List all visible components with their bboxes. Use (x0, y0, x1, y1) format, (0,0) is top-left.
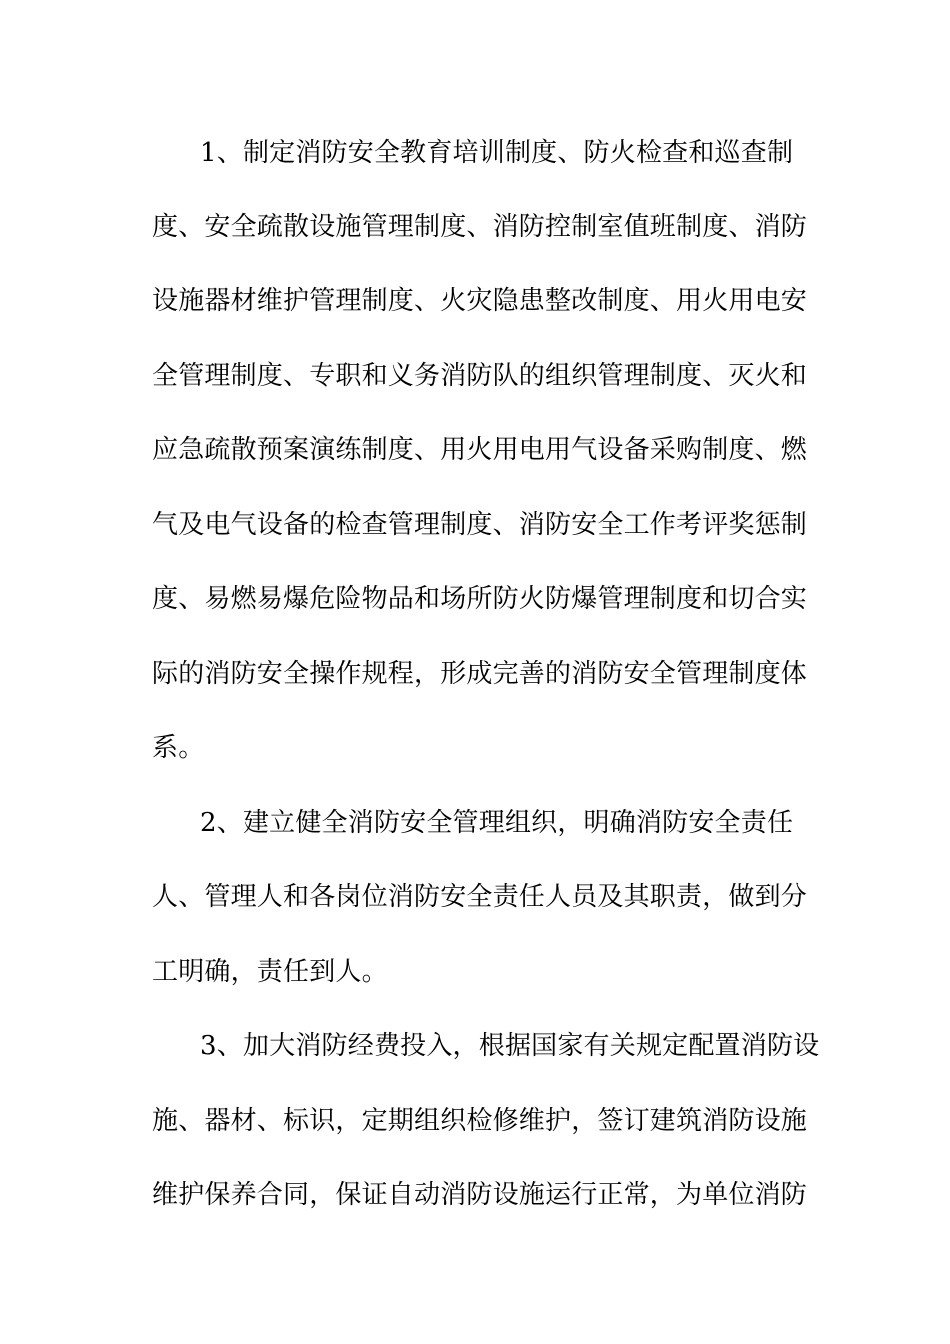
paragraph-1-line-4: 全管理制度、专职和义务消防队的组织管理制度、灭火和 (152, 361, 808, 391)
paragraph-1-line-2: 度、安全疏散设施管理制度、消防控制室值班制度、消防 (152, 212, 808, 242)
paragraph-1-line-6: 气及电气设备的检查管理制度、消防安全工作考评奖惩制 (152, 510, 808, 540)
paragraph-1-line-7: 度、易燃易爆危险物品和场所防火防爆管理制度和切合实 (152, 584, 808, 614)
paragraph-3-line-2: 施、器材、标识，定期组织检修维护，签订建筑消防设施 (152, 1106, 808, 1136)
paragraph-3-line-1: 3、加大消防经费投入，根据国家有关规定配置消防设 (200, 1031, 820, 1061)
paragraph-1-line-8: 际的消防安全操作规程，形成完善的消防安全管理制度体 (152, 659, 808, 689)
paragraph-2-line-1: 2、建立健全消防安全管理组织，明确消防安全责任 (200, 808, 794, 838)
paragraph-1-line-1: 1、制定消防安全教育培训制度、防火检查和巡查制 (200, 138, 794, 168)
paragraph-2-line-2: 人、管理人和各岗位消防安全责任人员及其职责，做到分 (152, 882, 808, 912)
paragraph-2-line-3: 工明确，责任到人。 (152, 957, 388, 987)
paragraph-1-line-9: 系。 (152, 733, 205, 763)
paragraph-3-line-3: 维护保养合同，保证自动消防设施运行正常，为单位消防 (152, 1180, 808, 1210)
paragraph-1-line-5: 应急疏散预案演练制度、用火用电用气设备采购制度、燃 (152, 435, 808, 465)
paragraph-1-line-3: 设施器材维护管理制度、火灾隐患整改制度、用火用电安 (152, 286, 808, 316)
